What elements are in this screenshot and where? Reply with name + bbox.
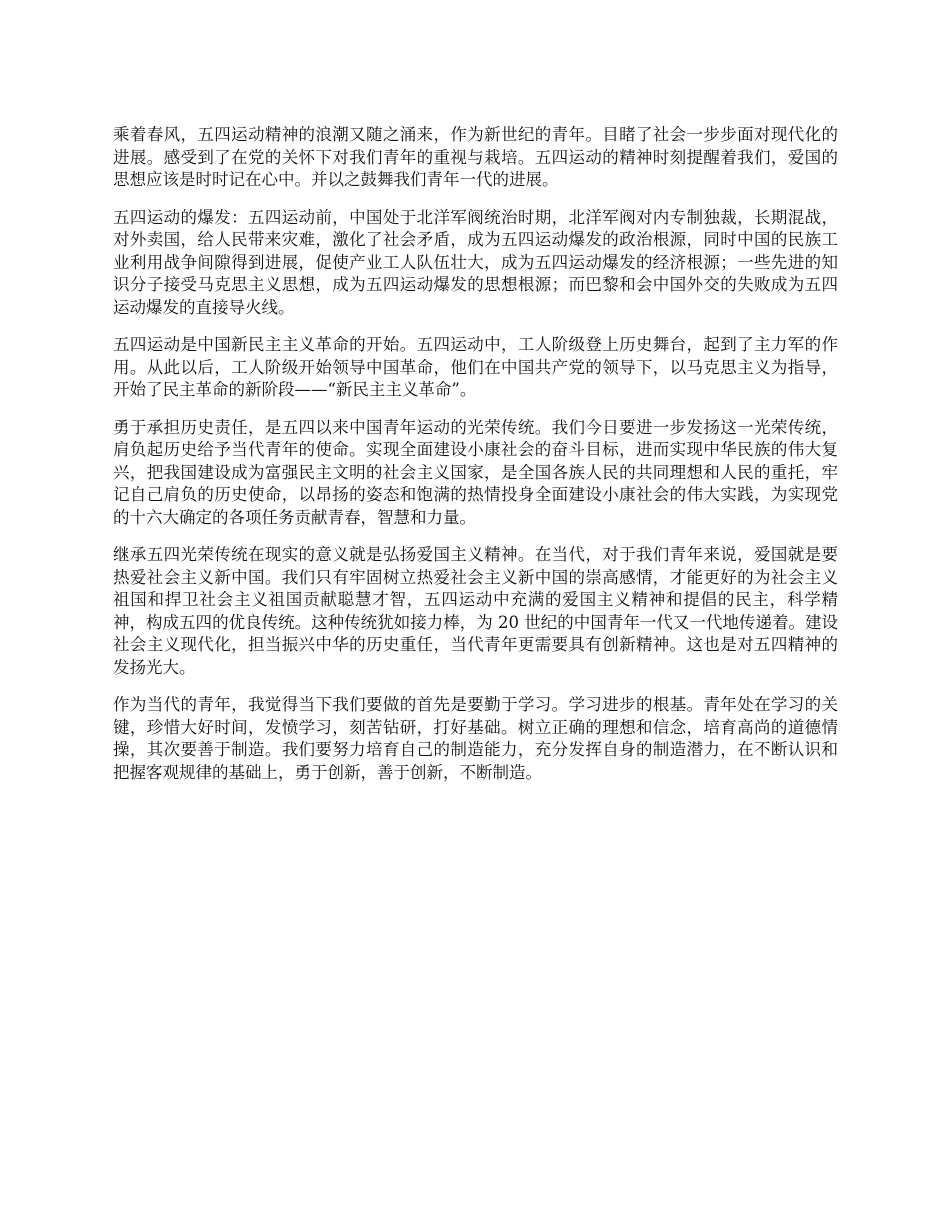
paragraph-outbreak: 五四运动的爆发：五四运动前，中国处于北洋军阀统治时期，北洋军阀对内专制独裁，长期混战，对外卖国，给人民带来灾难，激化了社会矛盾，成为五四运动爆发的政治根源，同时中国的民族工业利用战争间隙得到进展，促使产业工人队伍壮大，成为五四运动爆发的经济根源；一些先进的知识分子接受马克思主义思想，成为五四运动爆发的思想根源；而巴黎和会中国外交的失败成为五四运动爆发的直接导火线。 [113, 207, 838, 317]
paragraph-youth-duty: 作为当代的青年，我觉得当下我们要做的首先是要勤于学习。学习进步的根基。青年处在学习的关键，珍惜大好时间，发愤学习，刻苦钻研，打好基础。树立正确的理想和信念，培育高尚的道德情操，其次要善于制造。我们要努力培育自己的制造能力，充分发挥自身的制造潜力，在不断认识和把握客观规律的基础上，勇于创新，善于创新，不断制造。 [113, 695, 838, 782]
paragraph-new-democratic-revolution: 五四运动是中国新民主主义革命的开始。五四运动中，工人阶级登上历史舞台，起到了主力军的作用。从此以后，工人阶级开始领导中国革命，他们在中国共产党的领导下，以马克思主义为指导，开始了民主革命的新阶段——“新民主主义革命”。 [113, 335, 838, 399]
paragraph-intro: 乘着春风，五四运动精神的浪潮又随之涌来，作为新世纪的青年。目睹了社会一步步面对现代化的进展。感受到了在党的关怀下对我们青年的重视与栽培。五四运动的精神时刻提醒着我们，爱国的思想应该是时时记在心中。并以之鼓舞我们青年一代的进展。 [113, 125, 838, 189]
paragraph-historical-responsibility: 勇于承担历史责任，是五四以来中国青年运动的光荣传统。我们今日要进一步发扬这一光荣传统，肩负起历史给予当代青年的使命。实现全面建设小康社会的奋斗目标，进而实现中华民族的伟大复兴，把我国建设成为富强民主文明的社会主义国家，是全国各族人民的共同理想和人民的重托，牢记自己肩负的历史使命，以昂扬的姿态和饱满的热情投身全面建设小康社会的伟大实践，为实现党的十六大确定的各项任务贡献青春，智慧和力量。 [113, 417, 838, 527]
document-body [113, 124, 838, 799]
paragraph-patriotism: 继承五四光荣传统在现实的意义就是弘扬爱国主义精神。在当代，对于我们青年来说，爱国就是要热爱社会主义新中国。我们只有牢固树立热爱社会主义新中国的崇高感情，才能更好的为社会主义祖国和捍卫社会主义祖国贡献聪慧才智，五四运动中充满的爱国主义精神和提倡的民主，科学精神，构成五四的优良传统。这种传统犹如接力棒，为 20 世纪的中国青年一代又一代地传递着。建设社会主义现代化，担当振兴中华的历史重任，当代青年更需要具有创新精神。这也是对五四精神的发扬光大。 [113, 545, 838, 677]
